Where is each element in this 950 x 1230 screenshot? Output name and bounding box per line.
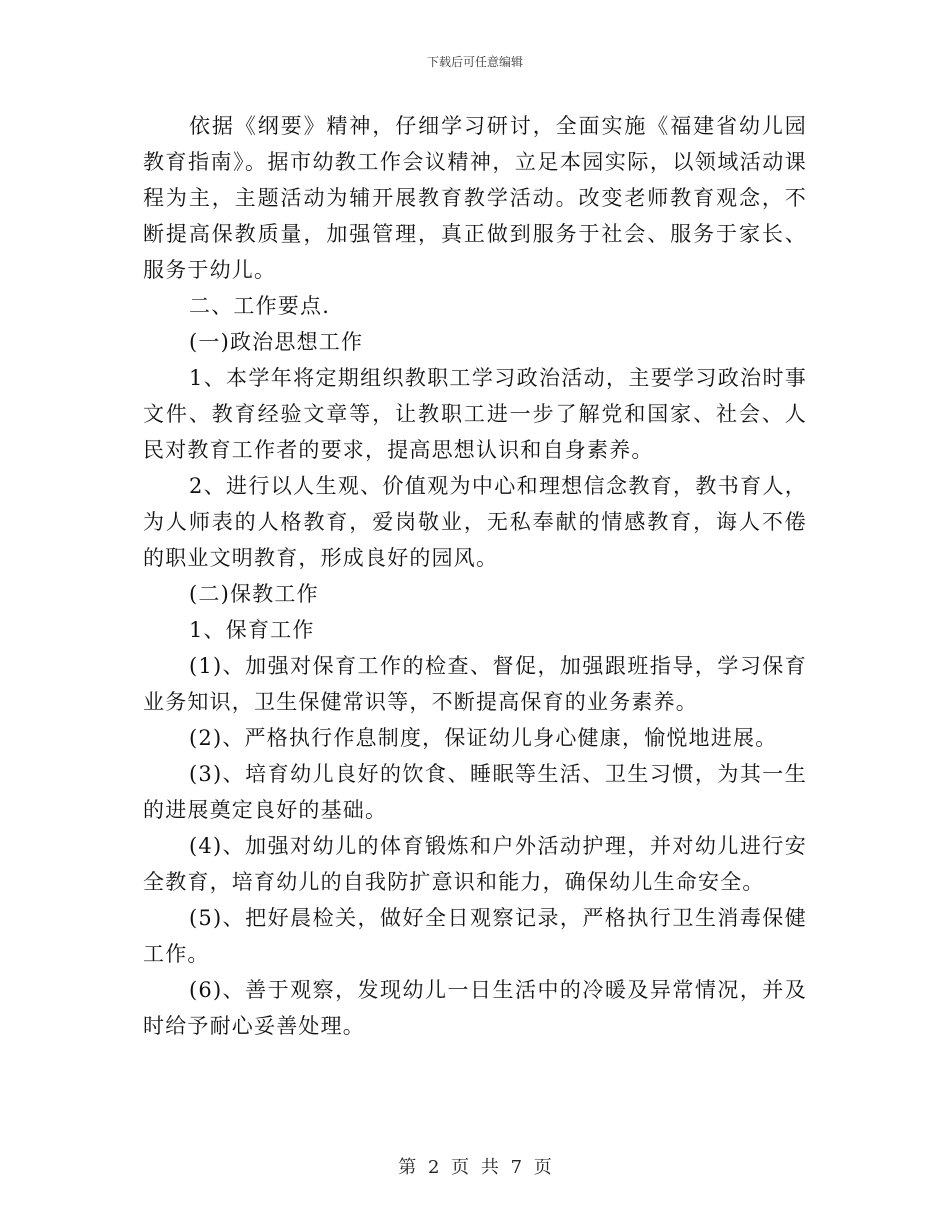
section-heading-work-points: 二、工作要点. bbox=[189, 294, 331, 318]
document-body bbox=[143, 108, 807, 1044]
paragraph-care-5: (5)、把好晨检关，做好全日观察记录，严格执行卫生消毒保健工作。 bbox=[143, 906, 807, 966]
paragraph-care-2: (2)、严格执行作息制度，保证幼儿身心健康，愉悦地进展。 bbox=[189, 726, 778, 750]
paragraph-care-1: (1)、加强对保育工作的检查、督促，加强跟班指导，学习保育业务知识，卫生保健常识等，不断提高保育的业务素养。 bbox=[143, 654, 807, 714]
paragraph-political-2: 2、进行以人生观、价值观为中心和理想信念教育，教书育人，为人师表的人格教育，爱岗敬业，无私奉献的情感教育，诲人不倦的职业文明教育，形成良好的园风。 bbox=[143, 474, 807, 570]
page-header-note: 下载后可任意编辑 bbox=[426, 55, 523, 69]
subsection-heading-care-education: (二)保教工作 bbox=[189, 582, 319, 606]
item-heading-care-work: 1、保育工作 bbox=[189, 618, 315, 642]
subsection-heading-political: (一)政治思想工作 bbox=[189, 330, 364, 354]
paragraph-intro: 依据《纲要》精神，仔细学习研讨，全面实施《福建省幼儿园教育指南》。据市幼教工作会议精神，立足本园实际，以领域活动课程为主，主题活动为辅开展教育教学活动。改变老师教育观念，不断提高保教质量，加强管理，真正做到服务于社会、服务于家长、服务于幼儿。 bbox=[143, 114, 807, 282]
paragraph-political-1: 1、本学年将定期组织教职工学习政治活动，主要学习政治时事文件、教育经验文章等，让教职工进一步了解党和国家、社会、人民对教育工作者的要求，提高思想认识和自身素养。 bbox=[143, 366, 807, 462]
paragraph-care-3: (3)、培育幼儿良好的饮食、睡眠等生活、卫生习惯，为其一生的进展奠定良好的基础。 bbox=[143, 762, 807, 822]
paragraph-care-4: (4)、加强对幼儿的体育锻炼和户外活动护理，并对幼儿进行安全教育，培育幼儿的自我防扩意识和能力，确保幼儿生命安全。 bbox=[143, 834, 807, 894]
page-number-footer: 第 2 页 共 7 页 bbox=[398, 1157, 552, 1178]
paragraph-care-6: (6)、善于观察，发现幼儿一日生活中的冷暖及异常情况，并及时给予耐心妥善处理。 bbox=[143, 978, 807, 1038]
